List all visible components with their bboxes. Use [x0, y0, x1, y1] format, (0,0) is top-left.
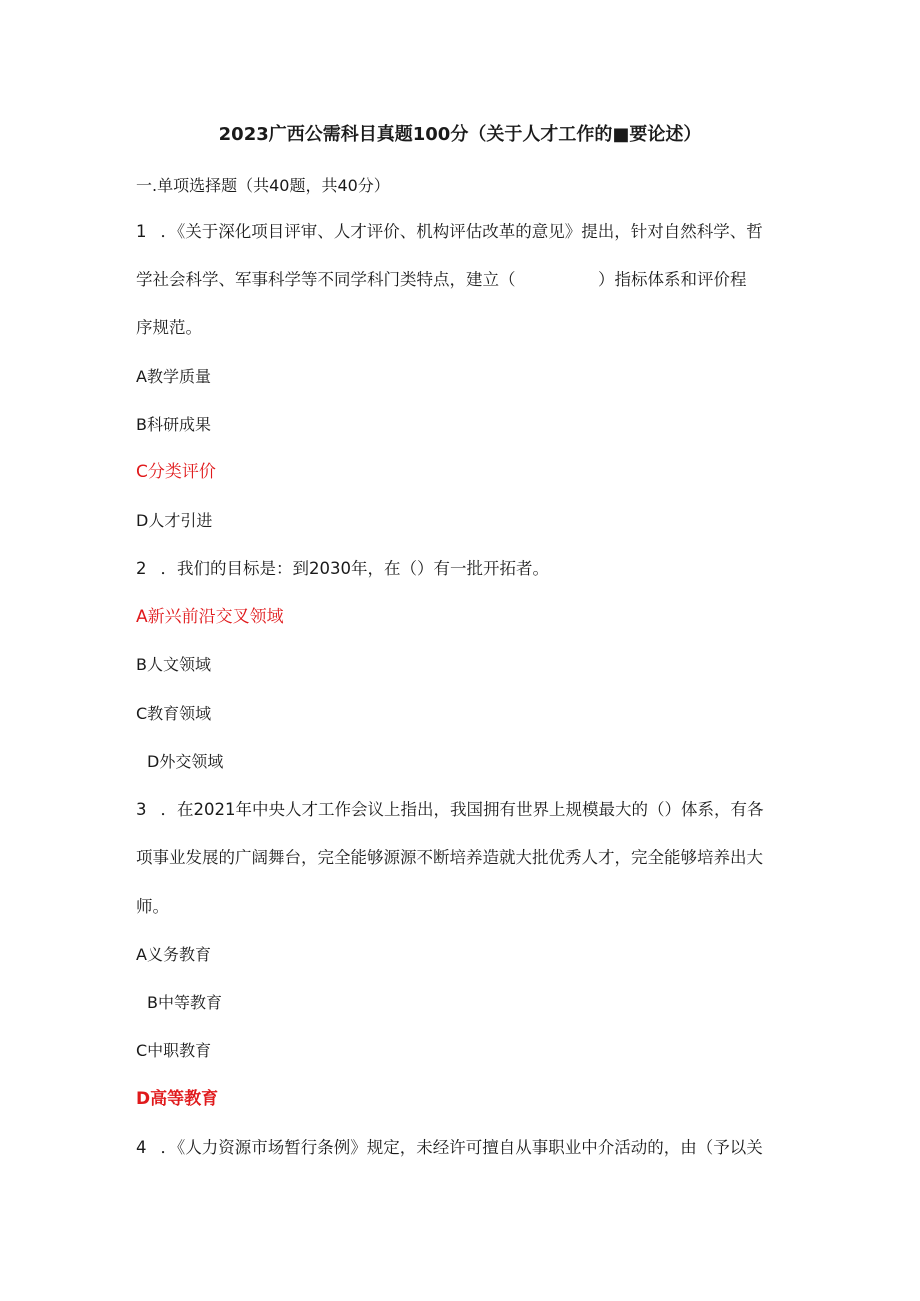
question-1-line-3: 序规范。 [136, 318, 202, 337]
question-1-line-2: 学社会科学、军事科学等不同学科门类特点，建立（ ）指标体系和评价程 [136, 270, 747, 289]
question-3-number: 3 [136, 800, 147, 819]
question-3-line-3: 师。 [136, 897, 169, 916]
question-2-option-a-answer: A新兴前沿交叉领域 [136, 607, 284, 627]
question-3-line-2: 项事业发展的广阔舞台，完全能够源源不断培养造就大批优秀人才，完全能够培养出大 [136, 848, 763, 867]
question-4-number: 4 [136, 1138, 147, 1157]
question-2-option-d: D外交领域 [147, 752, 224, 771]
question-3-option-c: C中职教育 [136, 1041, 212, 1060]
question-4-line-1 [136, 1137, 763, 1159]
question-1-option-c-answer: C分类评价 [136, 462, 216, 482]
question-1-number: 1 [136, 222, 147, 241]
question-2-number: 2 [136, 559, 147, 578]
question-1-option-b: B科研成果 [136, 415, 211, 434]
question-3-line-1 [136, 799, 764, 821]
question-3-option-a: A义务教育 [136, 945, 211, 964]
question-2-line-1 [136, 558, 549, 580]
question-1-line-1 [136, 221, 763, 243]
question-2-text-1: ．我们的目标是：到2030年，在（）有一批开拓者。 [160, 559, 549, 578]
document-title: 2023广西公需科目真题100分（关于人才工作的■要论述） [218, 124, 702, 145]
question-1-text-1: ．《关于深化项目评审、人才评价、机构评估改革的意见》提出，针对自然科学、哲 [160, 222, 763, 241]
question-4-text-1: ．《人力资源市场暂行条例》规定，未经许可擅自从事职业中介活动的，由（予以关 [160, 1138, 763, 1157]
question-3-option-d-answer: D高等教育 [136, 1089, 219, 1109]
question-2-option-b: B人文领域 [136, 655, 211, 674]
question-3-option-b: B中等教育 [147, 993, 222, 1012]
question-2-option-c: C教育领域 [136, 704, 212, 723]
section-heading: 一.单项选择题（共40题，共40分） [136, 176, 390, 195]
question-3-text-1: ．在2021年中央人才工作会议上指出，我国拥有世界上规模最大的（）体系，有各 [160, 800, 764, 819]
question-1-option-d: D人才引进 [136, 511, 213, 530]
question-1-option-a: A教学质量 [136, 367, 211, 386]
